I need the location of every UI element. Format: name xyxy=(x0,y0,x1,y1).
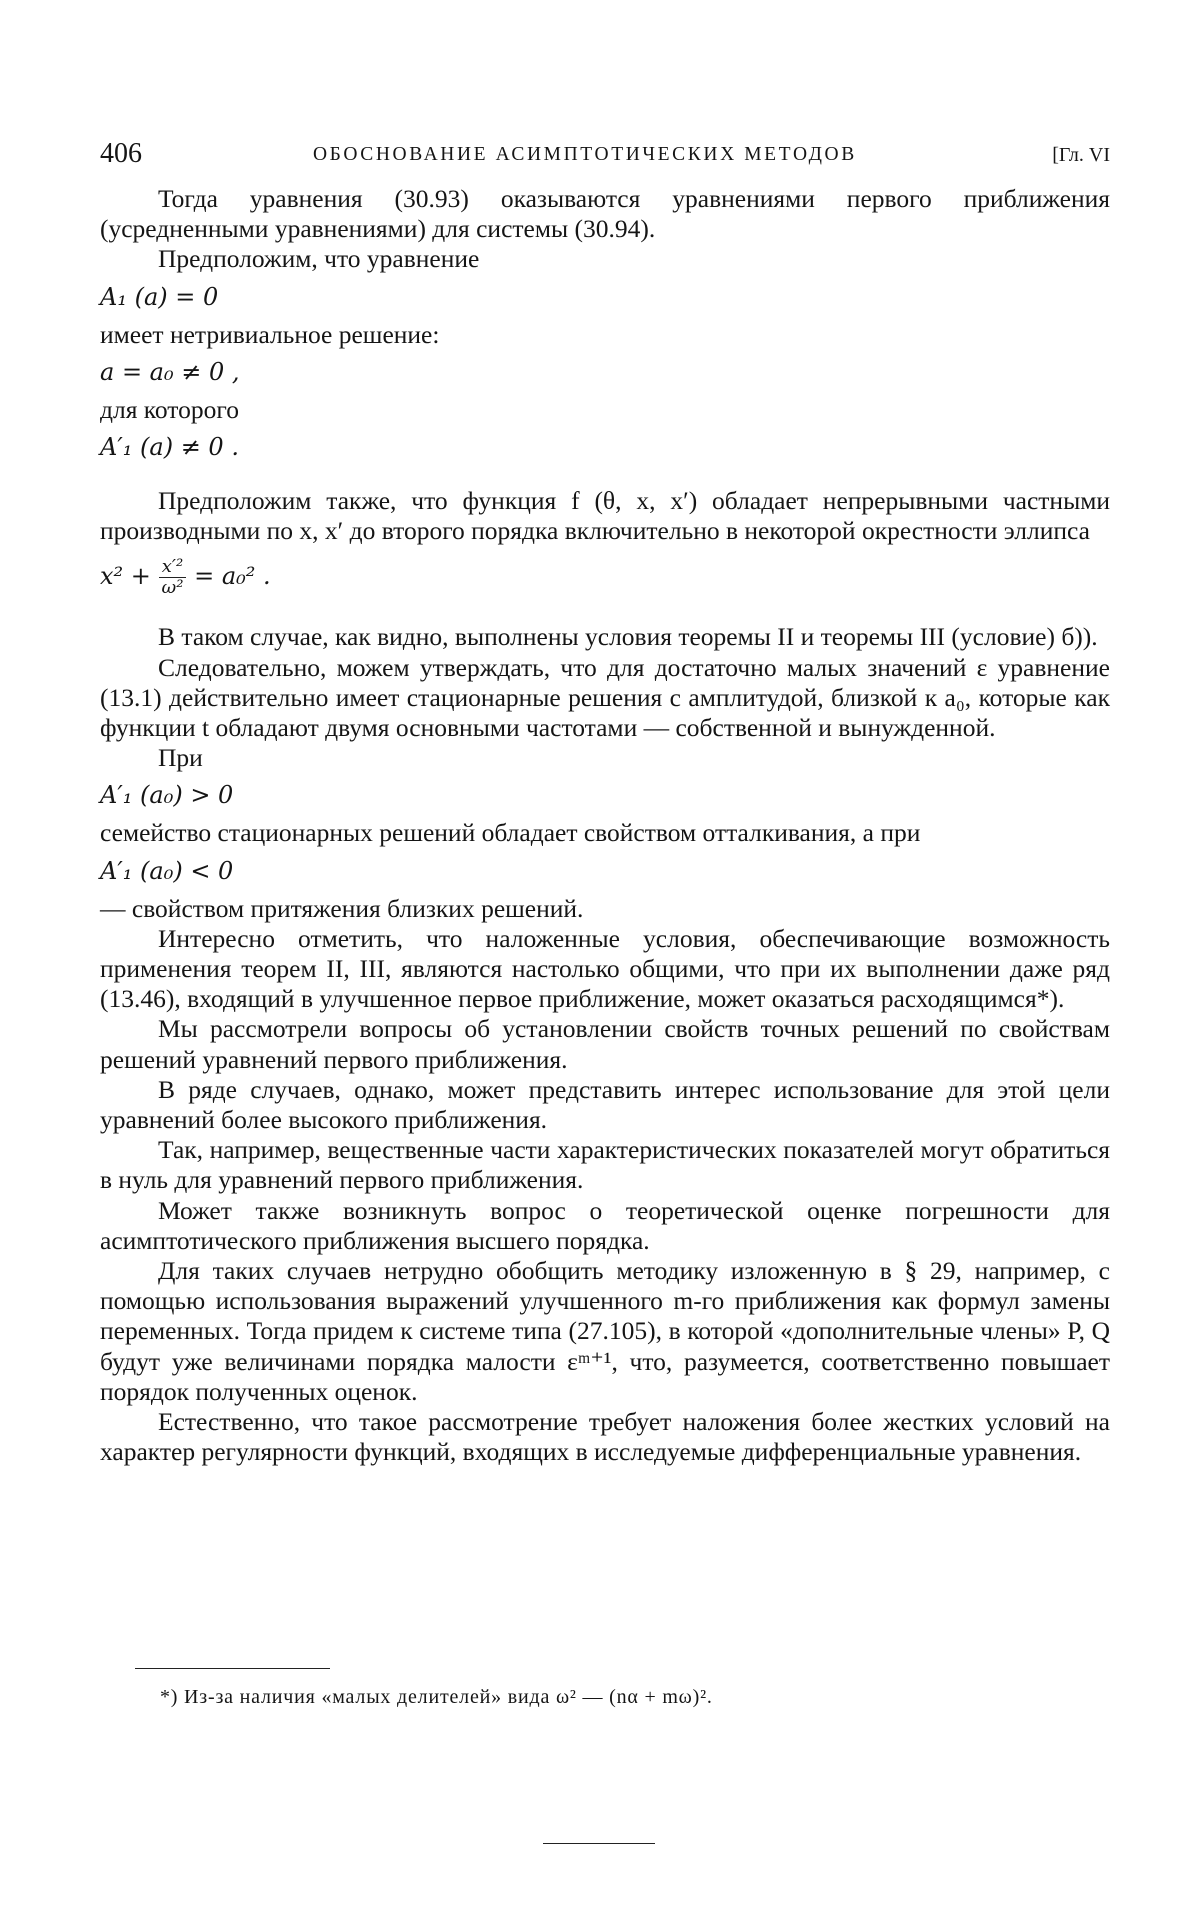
paragraph: Может также возникнуть вопрос о теоретической оценке погрешности для асимптотического приближения высшего порядка. xyxy=(100,1195,1110,1255)
paragraph: В таком случае, как видно, выполнены условия теоремы II и теоремы III (условие) б)). xyxy=(158,622,1098,652)
paragraph: Тогда уравнения (30.93) оказываются уравнениями первого приближения (усредненными уравнениями) для системы (30.94). xyxy=(100,184,1110,244)
equation-part: = a₀² . xyxy=(194,562,271,591)
equation-part: x² + xyxy=(100,562,151,591)
paragraph: Предположим, что уравнение xyxy=(158,244,480,274)
paragraph: В ряде случаев, однако, может представить интерес использование для этой цели уравнений более высокого приближения. xyxy=(100,1074,1110,1135)
paragraph: Интересно отметить, что наложенные условия, обеспечивающие возможность применения теорем II, III, являются настолько общими, что при их выполнении даже ряд (13.46), входящий в улучшенное первое приближение, может оказаться расходящимся*). xyxy=(100,923,1110,1014)
page-body xyxy=(100,184,1110,1468)
equation: A′₁ (a₀) < 0 xyxy=(100,856,234,885)
paragraph: При xyxy=(158,743,203,773)
running-title: ОБОСНОВАНИЕ АСИМПТОТИЧЕСКИХ МЕТОДОВ xyxy=(313,144,857,165)
paragraph: Для таких случаев нетрудно обобщить методику изложенную в § 29, например, с помощью использования выражений улучшенного m-го приближения как формул замены переменных. Тогда придем к системе типа (27.105), в которой «дополнительные члены» P, Q будут уже величинами порядка малости εᵐ⁺¹, что, разумеется, соответственно повышает порядок полученных оценок. xyxy=(100,1256,1110,1406)
equation: A′₁ (a) ≠ 0 . xyxy=(100,433,239,462)
fraction xyxy=(159,557,187,598)
paragraph: Так, например, вещественные части характеристических показателей могут обратиться в нуль для уравнений первого приближения. xyxy=(100,1135,1110,1195)
fraction-numerator: x′² xyxy=(159,557,187,578)
end-rule xyxy=(543,1843,655,1844)
paragraph: — свойством притяжения близких решений. xyxy=(100,893,584,923)
chapter-marker: [Гл. VI xyxy=(1052,144,1110,166)
fraction-denominator: ω² xyxy=(161,577,184,599)
equation: A₁ (a) = 0 xyxy=(100,282,219,311)
ellipse-equation xyxy=(100,546,1110,606)
paragraph: имеет нетривиальное решение: xyxy=(100,319,440,349)
page-number: 406 xyxy=(100,138,142,169)
paragraph: Мы рассмотрели вопросы об установлении свойств точных решений по свойствам решений уравнений первого приближения. xyxy=(100,1014,1110,1074)
paragraph: Естественно, что такое рассмотрение требует наложения более жестких условий на характер регулярности функций, входящих в исследуемые дифференциальные уравнения. xyxy=(100,1407,1110,1467)
footnote-rule xyxy=(135,1668,330,1669)
paragraph: Следовательно, можем утверждать, что для достаточно малых значений ε уравнение (13.1) действительно имеет стационарные решения с амплитудой, близкой к a₀, которые как функции t обладают двумя основными частотами — собственной и вынужденной. xyxy=(100,652,1110,743)
equation: A′₁ (a₀) > 0 xyxy=(100,781,234,810)
paragraph: Предположим также, что функция f (θ, x, x′) обладает непрерывными частными производными по x, x′ до второго порядка включительно в некоторой окрестности эллипса xyxy=(100,486,1110,546)
paragraph: семейство стационарных решений обладает свойством отталкивания, а при xyxy=(100,818,921,848)
page-header xyxy=(100,138,1110,178)
equation: a = a₀ ≠ 0 , xyxy=(100,357,240,386)
footnote: *) Из-за наличия «малых делителей» вида ω² — (nα + mω)². xyxy=(160,1686,713,1708)
paragraph: для которого xyxy=(100,394,239,424)
